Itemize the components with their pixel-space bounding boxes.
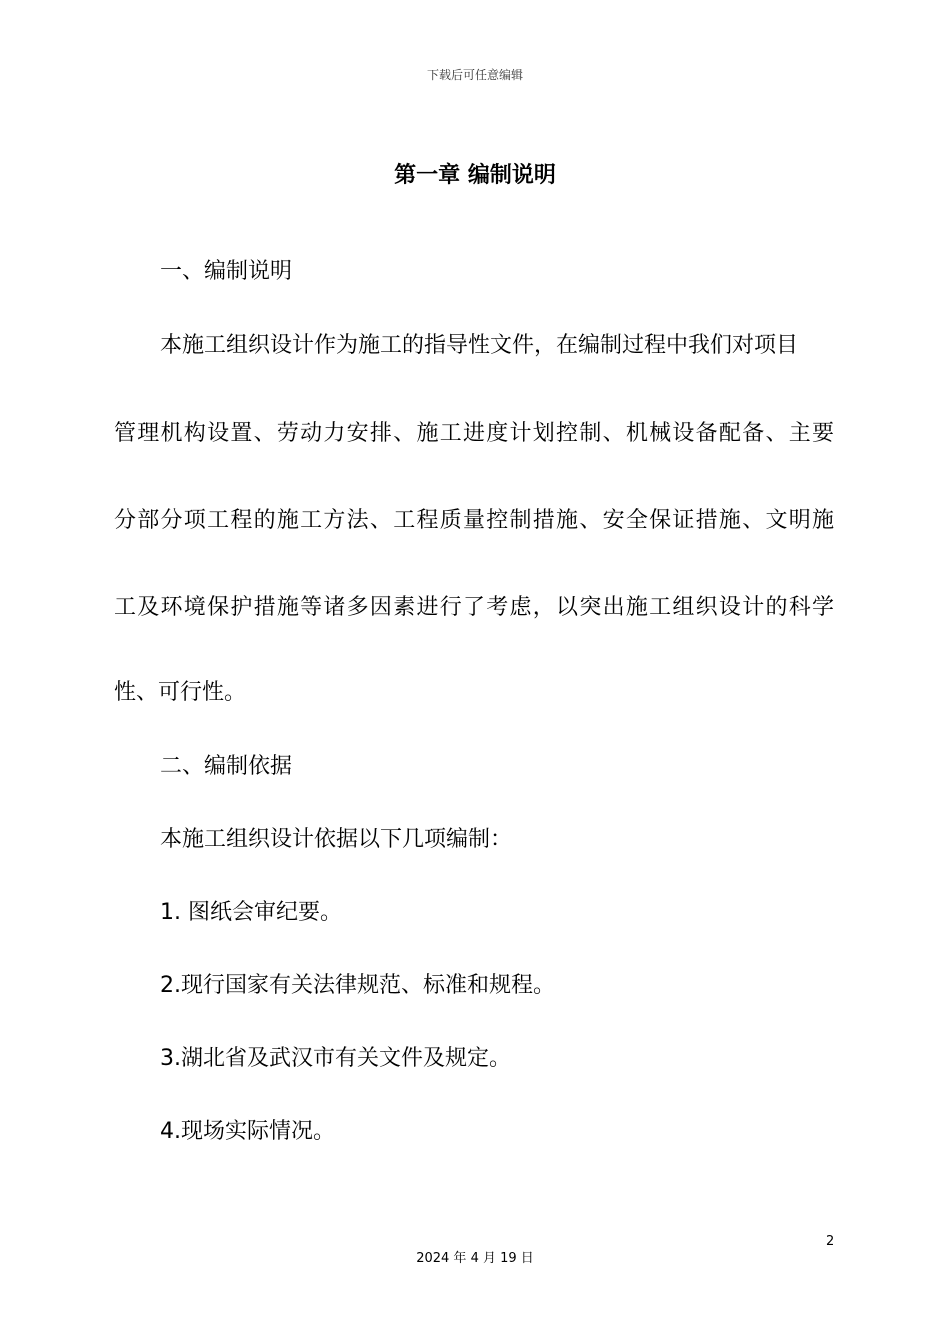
basis-intro: 本施工组织设计依据以下几项编制： xyxy=(160,827,513,852)
list-item: 2.现行国家有关法律规范、标准和规程。 xyxy=(160,973,555,998)
chapter-title: 第一章 编制说明 xyxy=(394,163,556,188)
page-number: 2 xyxy=(826,1234,835,1249)
list-item: 4.现场实际情况。 xyxy=(160,1119,335,1144)
section-heading-1: 一、编制说明 xyxy=(160,259,293,284)
paragraph-line: 性、可行性。 xyxy=(114,680,247,705)
paragraph-line: 本施工组织设计作为施工的指导性文件，在编制过程中我们对项目 xyxy=(160,333,799,358)
list-item: 3.湖北省及武汉市有关文件及规定。 xyxy=(160,1046,511,1071)
page-header: 下载后可任意编辑 xyxy=(426,68,523,82)
section-heading-2: 二、编制依据 xyxy=(160,754,293,779)
paragraph-line: 分部分项工程的施工方法、工程质量控制措施、安全保证措施、文明施 xyxy=(114,508,834,533)
list-item: 1. 图纸会审纪要。 xyxy=(160,900,342,925)
footer-date: 2024 年 4 月 19 日 xyxy=(416,1251,534,1266)
paragraph-line: 管理机构设置、劳动力安排、施工进度计划控制、机械设备配备、主要 xyxy=(114,421,834,446)
paragraph-line: 工及环境保护措施等诸多因素进行了考虑，以突出施工组织设计的科学 xyxy=(114,595,834,620)
